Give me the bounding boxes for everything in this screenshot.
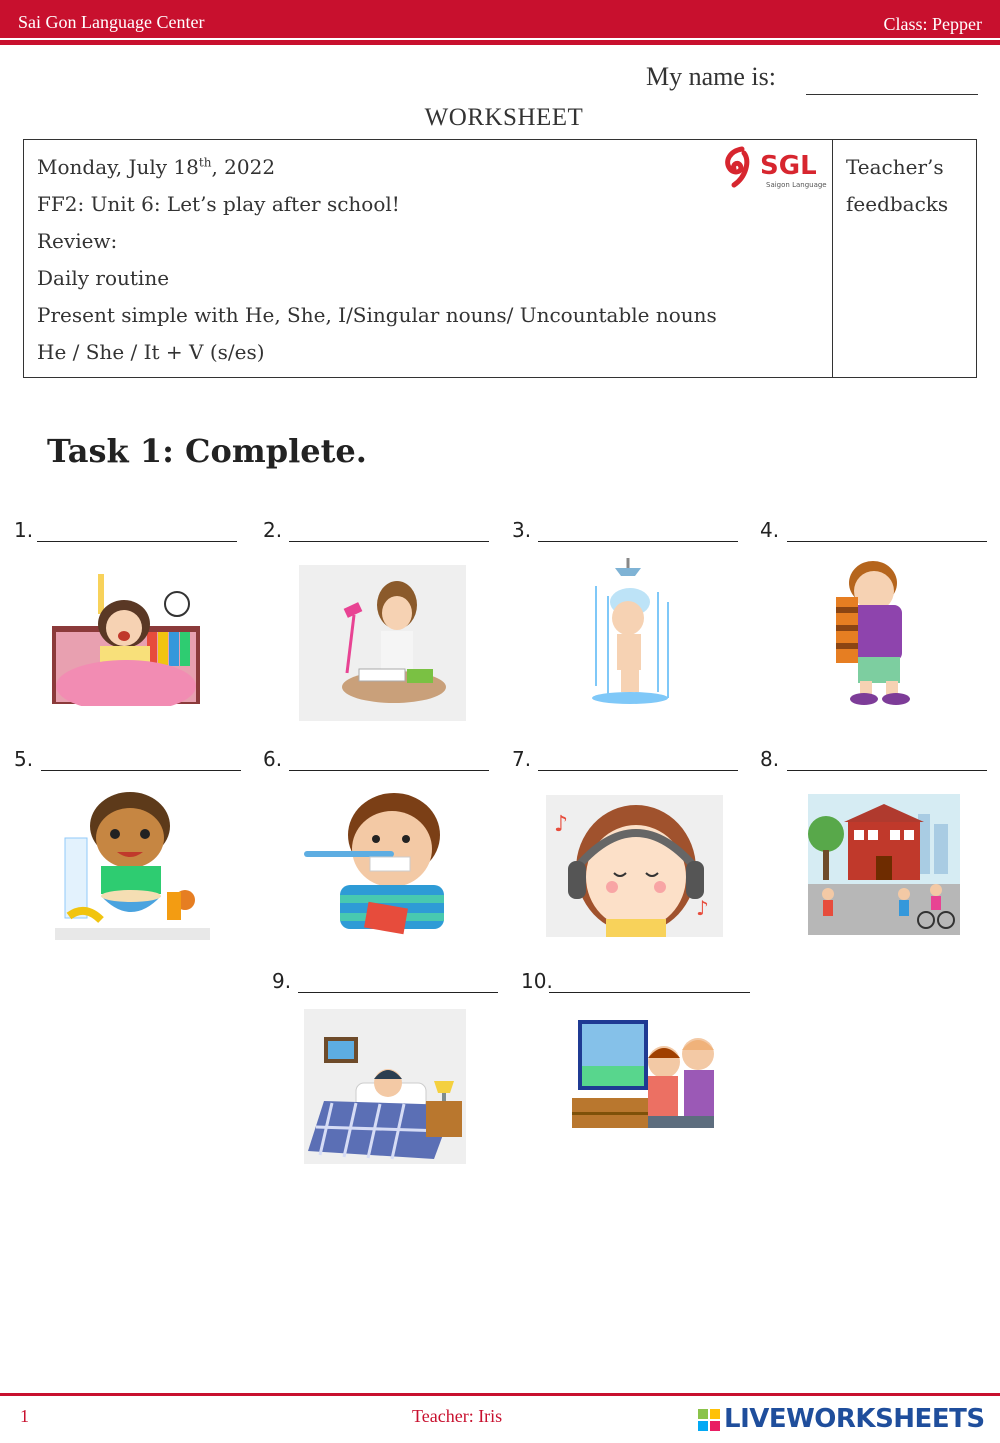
boy-taking-shower-image bbox=[565, 556, 715, 706]
task-heading: Task 1: Complete. bbox=[47, 432, 367, 470]
answer-field-7[interactable] bbox=[538, 770, 738, 771]
girl-waking-up-image bbox=[52, 556, 202, 706]
logo-subtext: Saigon Language bbox=[766, 181, 827, 189]
liveworksheets-brand[interactable]: LIVEWORKSHEETS bbox=[724, 1404, 985, 1434]
kids-watching-tv-image bbox=[570, 1018, 722, 1138]
info-divider bbox=[832, 139, 833, 377]
svg-text:♪: ♪ bbox=[696, 896, 709, 920]
item-number-2: 2. bbox=[263, 518, 283, 542]
answer-field-9[interactable] bbox=[298, 992, 498, 993]
item-number-5: 5. bbox=[14, 747, 34, 771]
boy-going-to-bed-image bbox=[304, 1009, 466, 1164]
item-number-10: 10. bbox=[521, 969, 553, 993]
girl-listening-to-music-image bbox=[546, 795, 723, 937]
item-number-7: 7. bbox=[512, 747, 532, 771]
svg-text:♪: ♪ bbox=[554, 812, 569, 837]
boy-getting-dressed-image bbox=[818, 555, 932, 710]
sgl-logo bbox=[720, 143, 830, 191]
girl-doing-homework-image bbox=[299, 565, 466, 721]
item-number-9: 9. bbox=[272, 969, 292, 993]
boy-eating-breakfast-image bbox=[55, 788, 210, 940]
liveworksheets-icon bbox=[698, 1409, 720, 1431]
item-number-8: 8. bbox=[760, 747, 780, 771]
answer-field-10[interactable] bbox=[549, 992, 750, 993]
review-topic: Daily routine bbox=[37, 266, 170, 290]
item-number-3: 3. bbox=[512, 518, 532, 542]
page-number: 1 bbox=[20, 1406, 29, 1426]
answer-field-6[interactable] bbox=[289, 770, 489, 771]
feedback-label: Teacher’s bbox=[846, 155, 944, 179]
item-number-1: 1. bbox=[14, 518, 34, 542]
answer-field-4[interactable] bbox=[787, 541, 987, 542]
class-label: Class: Pepper bbox=[883, 14, 982, 34]
lesson-date: Monday, July 18th, 2022 bbox=[37, 155, 276, 179]
logo-text: SGL bbox=[760, 151, 817, 181]
answer-field-8[interactable] bbox=[787, 770, 987, 771]
school-name: Sai Gon Language Center bbox=[18, 12, 205, 32]
footer-rule bbox=[0, 1393, 1000, 1396]
lesson-unit: FF2: Unit 6: Let’s play after school! bbox=[37, 192, 400, 216]
answer-field-3[interactable] bbox=[538, 541, 738, 542]
feedback-label-2: feedbacks bbox=[846, 192, 949, 216]
answer-field-1[interactable] bbox=[37, 541, 237, 542]
review-label: Review: bbox=[37, 229, 118, 253]
answer-field-5[interactable] bbox=[41, 770, 241, 771]
item-number-6: 6. bbox=[263, 747, 283, 771]
page-title: WORKSHEET bbox=[424, 104, 584, 131]
boy-brushing-teeth-image bbox=[300, 789, 455, 941]
item-number-4: 4. bbox=[760, 518, 780, 542]
name-prompt: My name is: bbox=[646, 62, 776, 91]
grammar-formula: He / She / It + V (s/es) bbox=[37, 340, 265, 364]
header-rule bbox=[0, 40, 1000, 45]
name-field[interactable] bbox=[806, 94, 978, 95]
answer-field-2[interactable] bbox=[289, 541, 489, 542]
teacher-name: Teacher: Iris bbox=[412, 1406, 503, 1426]
review-grammar: Present simple with He, She, I/Singular nouns/ Uncountable nouns bbox=[37, 303, 717, 327]
kids-going-to-school-image bbox=[808, 794, 960, 935]
